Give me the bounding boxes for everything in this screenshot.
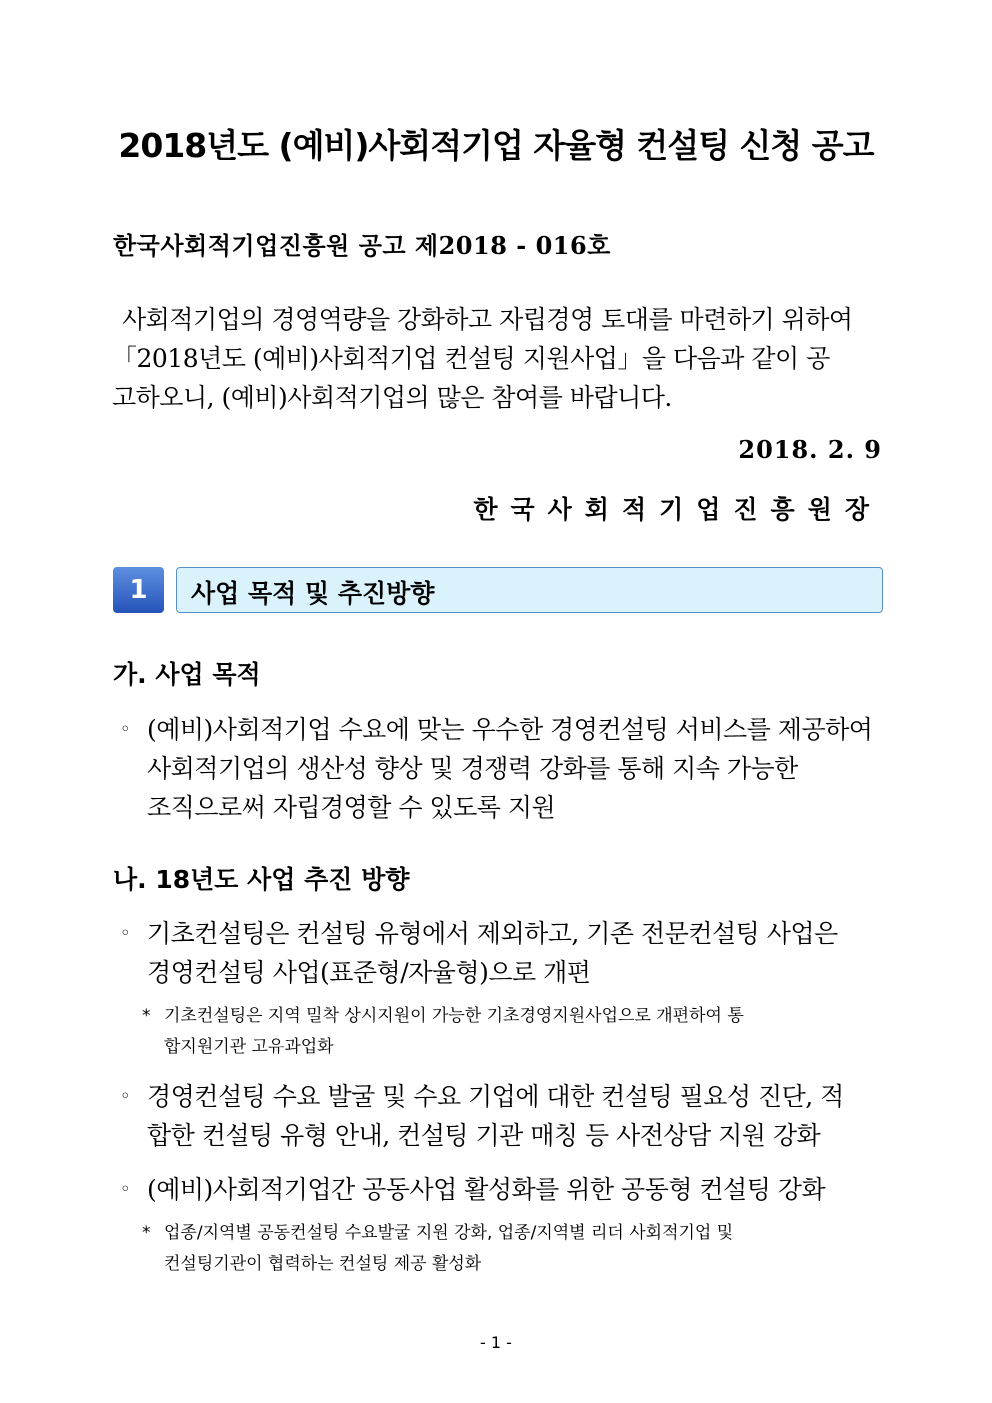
note-line: 합지원기관 고유과업화 (164, 1037, 334, 1057)
note-line: 업종/지역별 공동컨설팅 수요발굴 지원 강화, 업종/지역별 리더 사회적기업 및 (164, 1223, 734, 1243)
bullet-item (120, 1077, 882, 1155)
bullet-line: 경영컨설팅 사업(표준형/자율형)으로 개편 (147, 958, 591, 987)
intro-paragraph (112, 300, 882, 417)
subheading-purpose: 가. 사업 목적 (113, 660, 261, 689)
section-number-badge: 1 (113, 567, 164, 613)
issuer-name: 한국사회적기업진흥원장 (473, 495, 882, 524)
note-item (142, 1218, 882, 1280)
bullet-mark: ◦ (120, 1179, 131, 1200)
bullet-item (120, 1170, 882, 1209)
bullet-line: 조직으로써 자립경영할 수 있도록 지원 (147, 793, 556, 822)
bullet-line: (예비)사회적기업간 공동사업 활성화를 위한 공동형 컨설팅 강화 (147, 1175, 826, 1204)
note-mark: * (142, 1006, 151, 1026)
intro-line: 「2018년도 (예비)사회적기업 컨설팅 지원사업」을 다음과 같이 공 (112, 344, 830, 373)
notice-number: 한국사회적기업진흥원 공고 제2018 - 016호 (113, 231, 611, 260)
intro-line: 사회적기업의 경영역량을 강화하고 자립경영 토대를 마련하기 위하여 (122, 305, 853, 334)
bullet-line: 합한 컨설팅 유형 안내, 컨설팅 기관 매칭 등 사전상담 지원 강화 (147, 1121, 821, 1150)
section-header (176, 567, 883, 613)
note-item (142, 1001, 882, 1063)
bullet-mark: ◦ (120, 923, 131, 944)
bullet-mark: ◦ (120, 1086, 131, 1107)
bullet-line: 경영컨설팅 수요 발굴 및 수요 기업에 대한 컨설팅 필요성 진단, 적 (147, 1082, 844, 1111)
notice-date: 2018. 2. 9 (738, 435, 882, 464)
bullet-line: 기초컨설팅은 컨설팅 유형에서 제외하고, 기존 전문컨설팅 사업은 (147, 919, 838, 948)
bullet-item (120, 914, 882, 992)
document-title: 2018년도 (예비)사회적기업 자율형 컨설팅 신청 공고 (118, 126, 874, 165)
note-line: 컨설팅기관이 협력하는 컨설팅 제공 활성화 (164, 1254, 482, 1274)
page-number: - 1 - (480, 1333, 512, 1352)
intro-line: 고하오니, (예비)사회적기업의 많은 참여를 바랍니다. (112, 383, 672, 412)
bullet-mark: ◦ (120, 719, 131, 740)
note-mark: * (142, 1223, 151, 1243)
bullet-line: (예비)사회적기업 수요에 맞는 우수한 경영컨설팅 서비스를 제공하여 (147, 715, 873, 744)
bullet-item (120, 710, 882, 827)
subheading-direction: 나. 18년도 사업 추진 방향 (113, 865, 410, 894)
note-line: 기초컨설팅은 지역 밀착 상시지원이 가능한 기초경영지원사업으로 개편하여 통 (164, 1006, 744, 1026)
bullet-line: 사회적기업의 생산성 향상 및 경쟁력 강화를 통해 지속 가능한 (147, 754, 798, 783)
section-title: 사업 목적 및 추진방향 (191, 579, 435, 608)
